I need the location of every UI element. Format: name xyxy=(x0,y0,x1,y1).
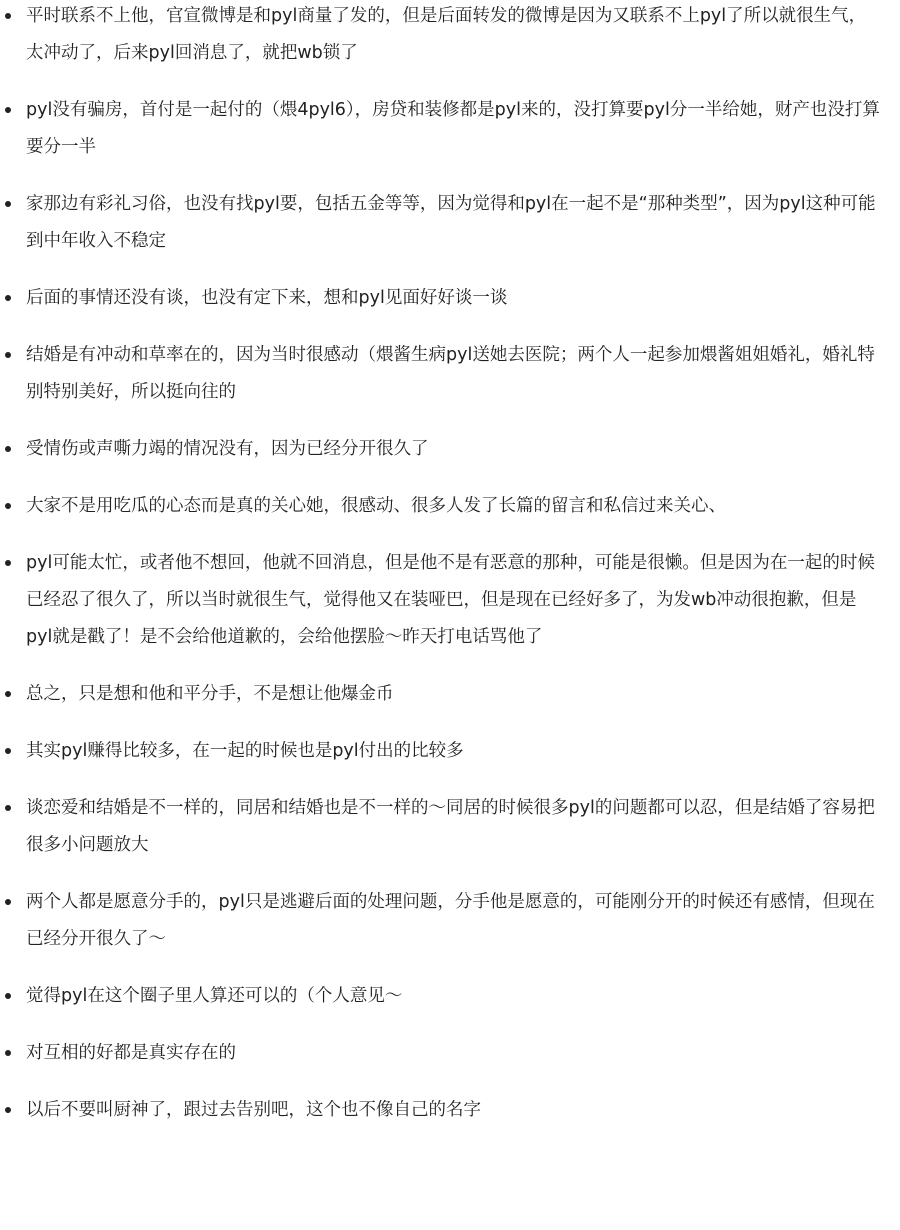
list-item xyxy=(0,545,880,656)
bullet-icon xyxy=(5,107,11,113)
bullet-icon xyxy=(5,13,11,19)
list-item-text: 平时联系不上他，官宣微博是和pyl商量了发的，但是后面转发的微博是因为又联系不上pyl了所以就很生气，太冲动了，后来pyl回消息了，就把wb锁了 xyxy=(26,6,867,63)
list-item-text: 谈恋爱和结婚是不一样的，同居和结婚也是不一样的～同居的时候很多pyl的问题都可以忍，但是结婚了容易把很多小问题放大 xyxy=(26,798,875,855)
list-item-text: pyl没有骗房，首付是一起付的（煨4pyl6），房贷和装修都是pyl来的，没打算要pyl分一半给她，财产也没打算要分一半 xyxy=(26,100,880,157)
list-item xyxy=(0,1035,880,1072)
list-item xyxy=(0,733,880,770)
list-item xyxy=(0,884,880,958)
list-item xyxy=(0,978,880,1015)
bullet-icon xyxy=(5,503,11,509)
list-item-text: 其实pyl赚得比较多，在一起的时候也是pyl付出的比较多 xyxy=(26,741,464,761)
list-item-text: 大家不是用吃瓜的心态而是真的关心她，很感动、很多人发了长篇的留言和私信过来关心、 xyxy=(26,496,726,516)
bullet-icon xyxy=(5,201,11,207)
list-item-text: 总之，只是想和他和平分手，不是想让他爆金币 xyxy=(26,684,394,704)
list-item-text: 结婚是有冲动和草率在的，因为当时很感动（煨酱生病pyl送她去医院；两个人一起参加煨酱姐姐婚礼，婚礼特别特别美好，所以挺向往的 xyxy=(26,345,875,402)
bullet-icon xyxy=(5,1050,11,1056)
bullet-icon xyxy=(5,899,11,905)
list-item-text: 家那边有彩礼习俗，也没有找pyl要，包括五金等等，因为觉得和pyl在一起不是“那种类型”，因为pyl这种可能到中年收入不稳定 xyxy=(26,194,876,251)
bullet-icon xyxy=(5,560,11,566)
list-item xyxy=(0,186,880,260)
list-item-text: pyl可能太忙，或者他不想回，他就不回消息，但是他不是有恶意的那种，可能是很懒。但是因为在一起的时候已经忍了很久了，所以当时就很生气，觉得他又在装哑巴，但是现在已经好多了，为发wb冲动很抱歉，但是pyl就是戳了！是不会给他道歉的，会给他摆脸～昨天打电话骂他了 xyxy=(26,553,875,647)
list-item-text: 后面的事情还没有谈，也没有定下来，想和pyl见面好好谈一谈 xyxy=(26,288,508,308)
list-item-text: 受情伤或声嘶力竭的情况没有，因为已经分开很久了 xyxy=(26,439,429,459)
list-item xyxy=(0,676,880,713)
bullet-icon xyxy=(5,446,11,452)
list-item-text: 觉得pyl在这个圈子里人算还可以的（个人意见～ xyxy=(26,986,403,1006)
bullet-icon xyxy=(5,691,11,697)
bullet-icon xyxy=(5,295,11,301)
list-item xyxy=(0,92,880,166)
bullet-icon xyxy=(5,993,11,999)
list-item xyxy=(0,790,880,864)
bullet-icon xyxy=(5,352,11,358)
bullet-icon xyxy=(5,748,11,754)
list-item xyxy=(0,488,880,525)
bullet-icon xyxy=(5,805,11,811)
list-item-text: 对互相的好都是真实存在的 xyxy=(26,1043,236,1063)
bullet-icon xyxy=(5,1107,11,1113)
list-item xyxy=(0,0,880,72)
list-item xyxy=(0,280,880,317)
list-item xyxy=(0,337,880,411)
list-item xyxy=(0,431,880,468)
list-item xyxy=(0,1092,880,1129)
list-item-text: 两个人都是愿意分手的，pyl只是逃避后面的处理问题，分手他是愿意的，可能刚分开的时候还有感情，但现在已经分开很久了～ xyxy=(26,892,875,949)
list-item-text: 以后不要叫厨神了，跟过去告别吧，这个也不像自己的名字 xyxy=(26,1100,481,1120)
